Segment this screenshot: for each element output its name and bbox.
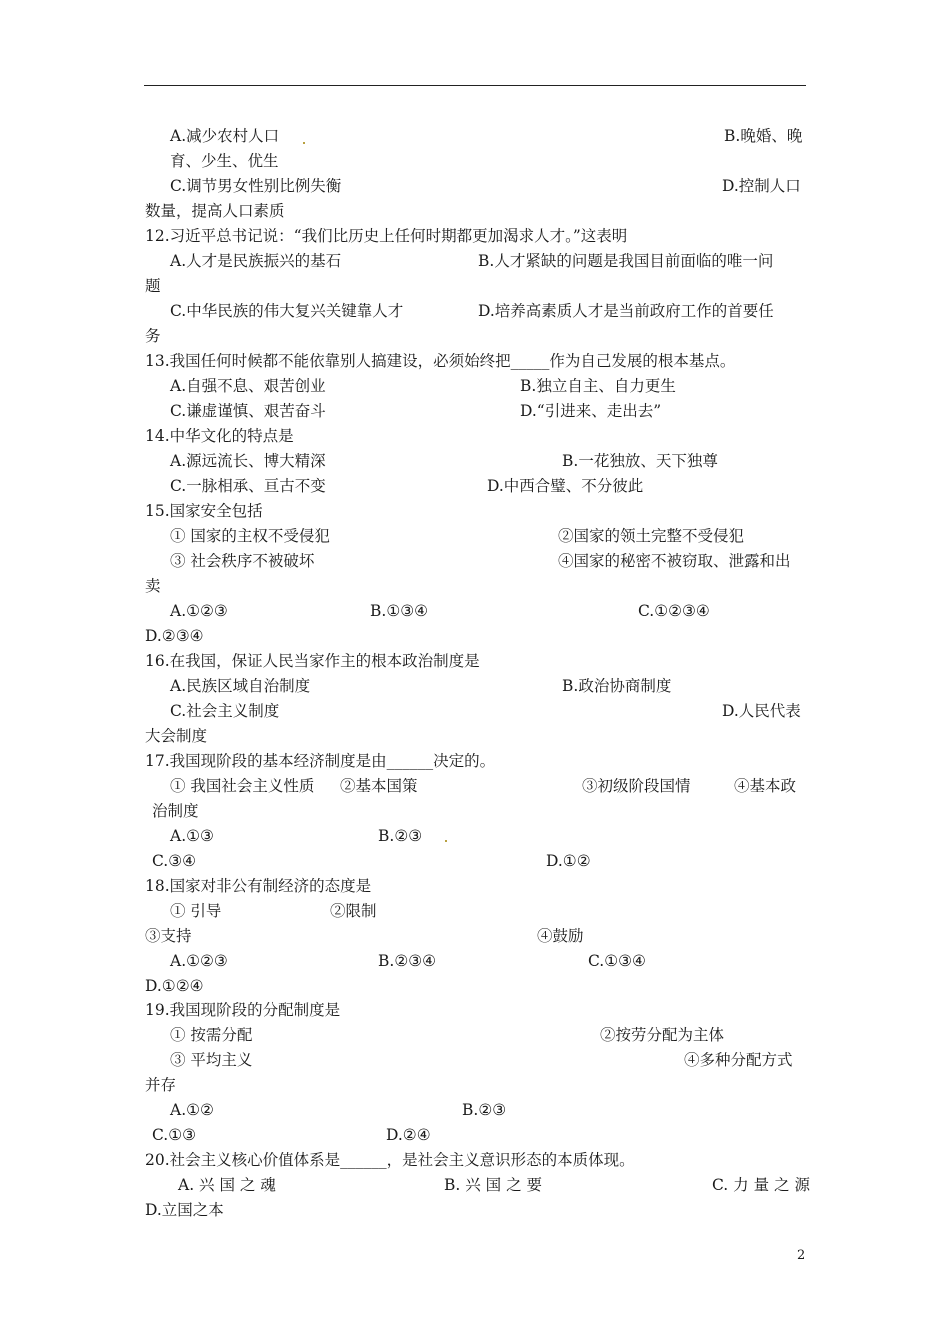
option-text: A.源远流长、博大精深 (170, 452, 326, 470)
option-text: A.减少农村人口 (170, 127, 280, 145)
option-text: C.①③④ (588, 952, 646, 970)
statement-text: ④多种分配方式 (684, 1051, 793, 1069)
option-text: B. 兴 国 之 要 (444, 1176, 543, 1194)
statement-text: ②按劳分配为主体 (600, 1026, 725, 1044)
question-stem: 20.社会主义核心价值体系是______，是社会主义意识形态的本质体现。 (145, 1151, 635, 1169)
option-text: A.①②③ (170, 602, 228, 620)
option-text: A.民族区域自治制度 (170, 677, 311, 695)
option-text: D.中西合璧、不分彼此 (487, 477, 644, 495)
page-number: 2 (797, 1248, 806, 1263)
option-text: B.②③ (462, 1101, 507, 1119)
option-text: D.立国之本 (145, 1201, 224, 1219)
option-text: A.①②③ (170, 952, 228, 970)
statement-text: ④国家的秘密不被窃取、泄露和出 (558, 552, 791, 570)
option-text: C.调节男女性别比例失衡 (170, 177, 342, 195)
option-text: D.人民代表 (722, 702, 801, 720)
option-text: B.独立自主、自力更生 (520, 377, 676, 395)
option-text: D.①② (546, 852, 591, 870)
option-text: D.控制人口 (722, 177, 801, 195)
statement-text: 治制度 (152, 802, 199, 820)
statement-text: ③ 社会秩序不被破坏 (170, 552, 315, 570)
question-stem: 17.我国现阶段的基本经济制度是由______决定的。 (145, 752, 496, 770)
option-text: A.①③ (170, 827, 214, 845)
question-stem: 19.我国现阶段的分配制度是 (145, 1001, 341, 1019)
header-rule (144, 85, 806, 86)
option-text: B.①③④ (370, 602, 429, 620)
statement-text: 并存 (145, 1076, 177, 1094)
option-text: D.“引进来、走出去” (520, 402, 662, 420)
statement-text: ②限制 (330, 902, 377, 920)
speck-mark (445, 840, 447, 842)
statement-text: ③支持 (145, 927, 192, 945)
option-text: B.晚婚、晚 (724, 127, 803, 145)
speck-mark (303, 142, 305, 144)
question-stem: 15.国家安全包括 (145, 502, 263, 520)
option-text: C.中华民族的伟大复兴关键靠人才 (170, 302, 404, 320)
option-text: B.一花独放、天下独尊 (562, 452, 718, 470)
option-text: B.人才紧缺的问题是我国目前面临的唯一问 (478, 252, 774, 270)
option-text: C.①③ (152, 1126, 197, 1144)
statement-text: ④基本政 (734, 777, 797, 795)
option-text: 大会制度 (145, 727, 208, 745)
option-text: A.①② (170, 1101, 214, 1119)
statement-text: ③ 平均主义 (170, 1051, 253, 1069)
statement-text: ④鼓励 (537, 927, 584, 945)
statement-text: ① 我国社会主义性质 (170, 777, 315, 795)
question-stem: 16.在我国，保证人民当家作主的根本政治制度是 (145, 652, 480, 670)
option-text: B.②③④ (378, 952, 437, 970)
option-text: A.自强不息、艰苦创业 (170, 377, 326, 395)
option-text: D.培养高素质人才是当前政府工作的首要任 (478, 302, 774, 320)
option-text: D.②④ (386, 1126, 431, 1144)
statement-text: ① 按需分配 (170, 1026, 253, 1044)
option-text: C.谦虚谨慎、艰苦奋斗 (170, 402, 326, 420)
option-text: 务 (145, 327, 161, 345)
statement-text: ②国家的领土完整不受侵犯 (558, 527, 745, 545)
option-text: C.①②③④ (638, 602, 710, 620)
option-text: 数量，提高人口素质 (145, 202, 285, 220)
question-stem: 18.国家对非公有制经济的态度是 (145, 877, 372, 895)
option-text: C.社会主义制度 (170, 702, 280, 720)
statement-text: ① 引导 (170, 902, 222, 920)
statement-text: 卖 (145, 577, 161, 595)
option-text: C.一脉相承、亘古不变 (170, 477, 326, 495)
option-text: C. 力 量 之 源 (712, 1176, 810, 1194)
statement-text: ②基本国策 (340, 777, 418, 795)
option-text: 题 (145, 277, 161, 295)
option-text: B.政治协商制度 (562, 677, 672, 695)
option-text: 育、少生、优生 (170, 152, 279, 170)
option-text: C.③④ (152, 852, 197, 870)
option-text: A. 兴 国 之 魂 (178, 1176, 276, 1194)
question-stem: 12.习近平总书记说：“我们比历史上任何时期都更加渴求人才。”这表明 (145, 227, 628, 245)
question-stem: 13.我国任何时候都不能依靠别人搞建设，必须始终把_____作为自己发展的根本基点。 (145, 352, 736, 370)
statement-text: ③初级阶段国情 (582, 777, 691, 795)
question-stem: 14.中华文化的特点是 (145, 427, 294, 445)
option-text: D.②③④ (145, 627, 204, 645)
option-text: A.人才是民族振兴的基石 (170, 252, 342, 270)
statement-text: ① 国家的主权不受侵犯 (170, 527, 330, 545)
option-text: B.②③ (378, 827, 423, 845)
option-text: D.①②④ (145, 977, 204, 995)
